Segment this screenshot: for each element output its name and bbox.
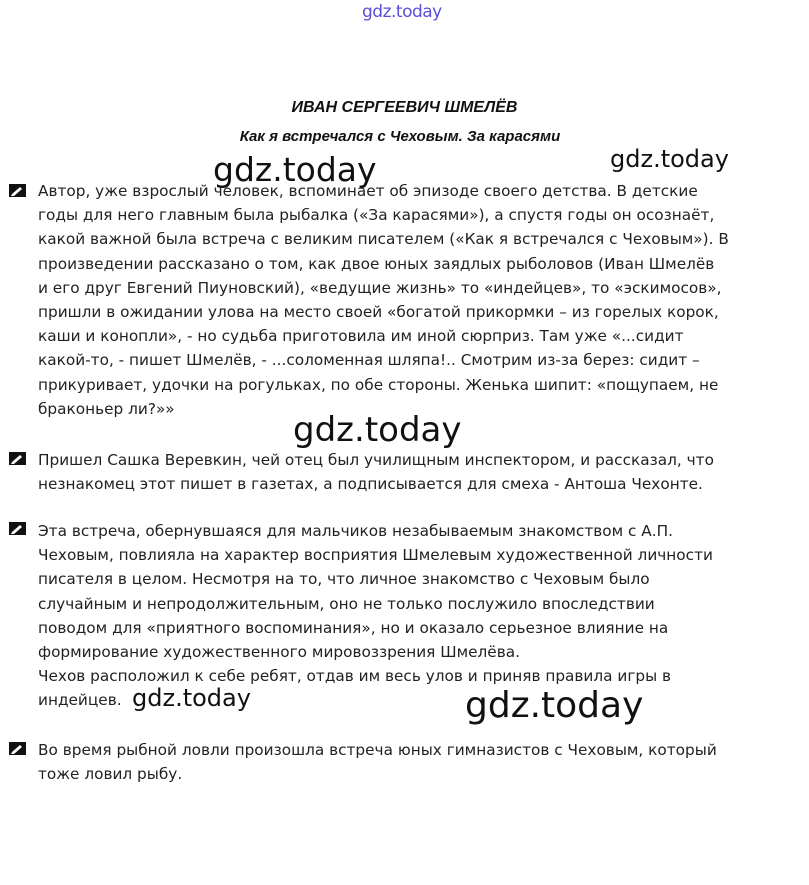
paragraph-4 (38, 738, 756, 786)
paragraph-2 (38, 448, 756, 496)
paragraph-4-text: Во время рыбной ловли произошла встреча юных гимназистов с Чеховым, который тоже ловил рыбу. (38, 741, 717, 784)
pen-marker-icon (9, 522, 26, 535)
paragraph-1-text: Автор, уже взрослый человек, вспоминает об эпизоде своего детства. В детские годы для него главным была рыбалка («За карасями»), а спустя годы он осознаёт, какой важной была встреча с великим писателем («Как я встречался с Чеховым»). В произведении рассказано о том, как двое юных заядлых рыболовов (Иван Шмелёв и его друг Евгений Пиуновский), «ведущие жизнь» то «индейцев», то «эскимосов», пришли в ожидании улова на место своей «богатой прикормки – из горелых корок, каши и конопли», - но судьба приготовила им иной сюрприз. Там уже «...сидит какой-то, - пишет Шмелёв, - ...соломенная шляпа!.. Смотрим из-за берез: сидит – прикуривает, удочки на рогульках, по обе стороны. Женька шипит: «пощупаем, не браконьер ли?»» (38, 182, 729, 418)
watermark-5: gdz.today (465, 685, 644, 726)
paragraph-2-text: Пришел Сашка Веревкин, чей отец был училищным инспектором, и рассказал, что незнакомец этот пишет в газетах, а подписывается для смеха - Антоша Чехонте. (38, 451, 714, 494)
author-heading: ИВАН СЕРГЕЕВИЧ ШМЕЛЁВ (291, 99, 518, 116)
watermark-1: gdz.today (213, 150, 377, 189)
pen-marker-icon (9, 452, 26, 465)
paragraph-3-text: Эта встреча, обернувшаяся для мальчиков незабываемым знакомством с А.П. Чеховым, повлияла на характер восприятия Шмелевым художественной личности писателя в целом. Несмотря на то, что личное знакомство с Чеховым было случайным и непродолжительным, оно не только послужило впоследствии поводом для «приятного воспоминания», но и оказало серьезное влияние на формирование художественного мировоззрения Шмелёва. Чехов расположил к себе ребят, отдав им весь улов и приняв правила игры в индейцев. (38, 522, 713, 710)
pen-marker-icon (9, 742, 26, 755)
paragraph-1 (38, 179, 756, 421)
watermark-2: gdz.today (610, 145, 729, 173)
watermark-top: gdz.today (362, 2, 442, 22)
work-title: Как я встречался с Чеховым. За карасями (239, 128, 561, 145)
pen-marker-icon (9, 184, 26, 197)
watermark-4: gdz.today (132, 684, 251, 712)
watermark-3: gdz.today (293, 410, 462, 450)
